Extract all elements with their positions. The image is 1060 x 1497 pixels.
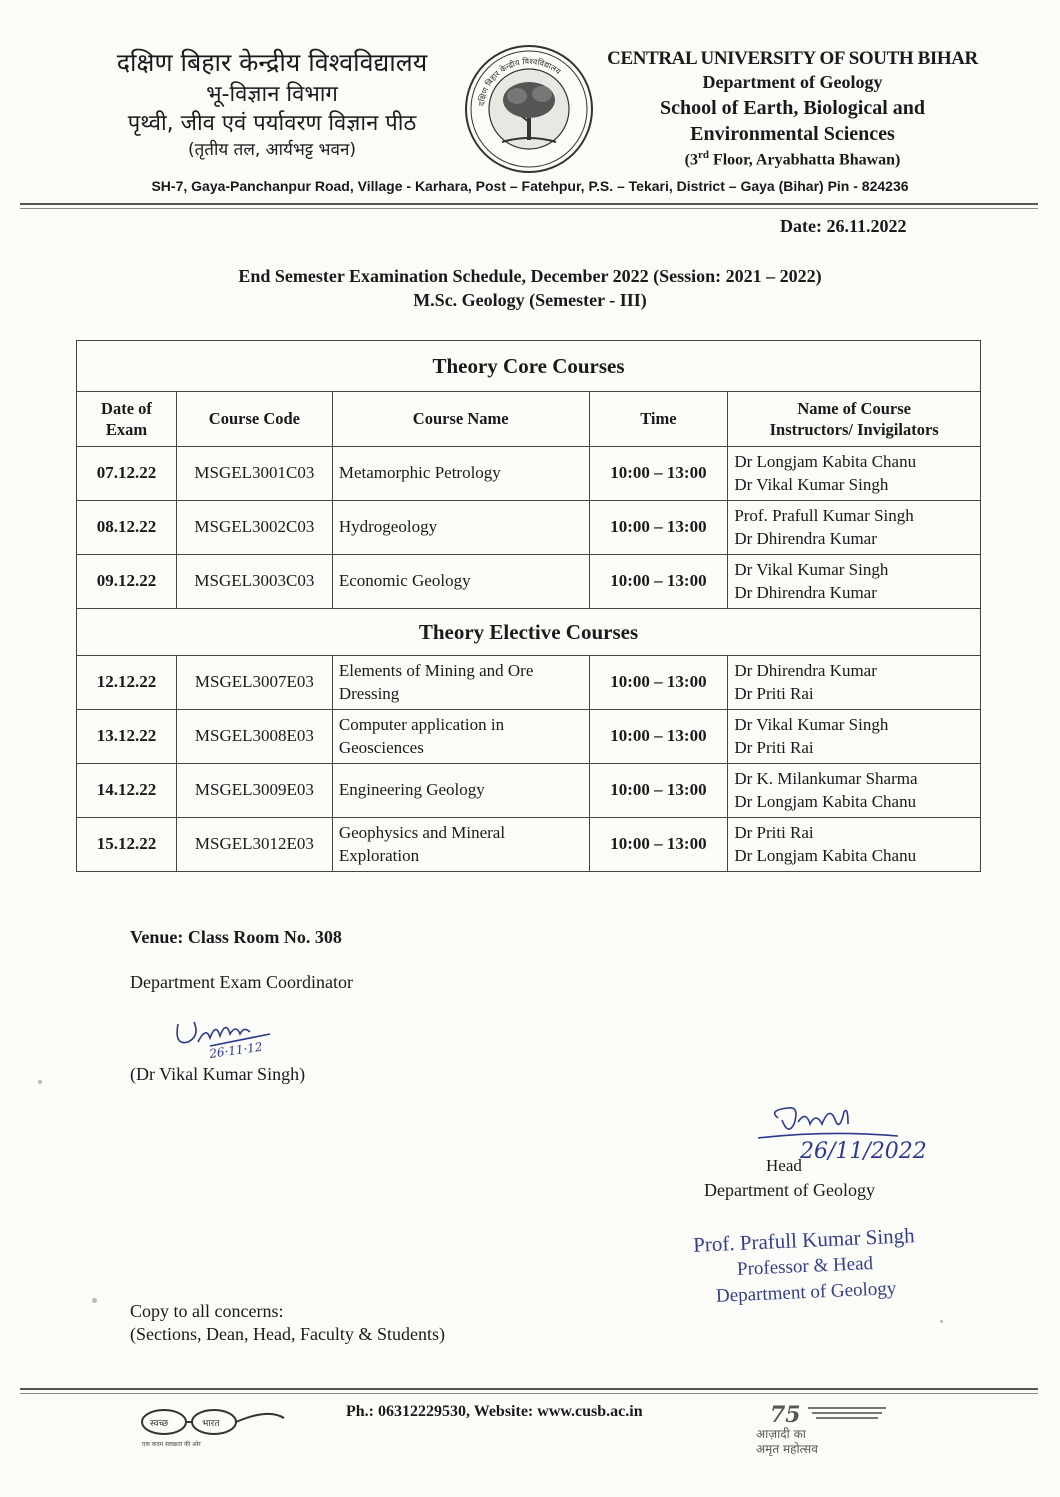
course-name-line1: Hydrogeology	[338, 517, 438, 537]
header-divider	[20, 203, 1038, 205]
schedule-title	[0, 264, 1060, 313]
instructors	[728, 818, 981, 872]
course-name-line1: Geophysics and Mineral	[338, 823, 506, 843]
stamp-name: Prof. Prafull Kumar Singh	[692, 1223, 916, 1257]
instructor-2: Dr Dhirendra Kumar	[734, 582, 877, 602]
instructor-2: Dr Dhirendra Kumar	[734, 528, 877, 548]
hindi-department-name: भू-विज्ञान विभाग	[206, 81, 338, 107]
course-name-line1: Computer application in	[338, 715, 505, 735]
swachh-right-text: भारत	[202, 1419, 220, 1429]
svg-text:26·11·12: 26·11·12	[208, 1039, 264, 1061]
footer-divider	[20, 1388, 1038, 1390]
head-department: Department of Geology	[704, 1180, 875, 1200]
exam-time: 10:00 – 13:00	[589, 764, 728, 818]
department-name: Department of Geology	[702, 72, 883, 93]
school-name-line2: Environmental Sciences	[690, 123, 895, 146]
table-row	[77, 764, 981, 818]
floor-info	[600, 148, 985, 170]
swachh-left-text: स्वच्छ	[150, 1419, 169, 1429]
table-row	[77, 710, 981, 764]
course-name	[332, 501, 589, 555]
exam-time: 10:00 – 13:00	[589, 818, 728, 872]
copy-to-line2: (Sections, Dean, Head, Faculty & Students)	[130, 1324, 445, 1345]
col-date-header	[77, 392, 177, 447]
swachh-bharat-logo	[138, 1402, 288, 1452]
course-name-line2: Exploration	[338, 845, 420, 865]
table-row	[77, 501, 981, 555]
instructor-2: Dr Vikal Kumar Singh	[734, 474, 889, 494]
azadi-number: 75	[770, 1402, 801, 1428]
col-instructors-line2: Instructors/ Invigilators	[769, 420, 939, 439]
stamp-designation: Professor & Head	[736, 1253, 874, 1281]
instructors	[728, 501, 981, 555]
col-code-header: Course Code	[176, 392, 332, 447]
course-name	[332, 818, 589, 872]
svg-text:26/11/2022: 26/11/2022	[800, 1139, 927, 1164]
instructor-1: Dr Vikal Kumar Singh	[734, 715, 889, 735]
exam-date: 08.12.22	[77, 501, 177, 555]
course-code: MSGEL3007E03	[176, 656, 332, 710]
azadi-line1: आज़ादी का	[756, 1427, 806, 1441]
exam-date: 12.12.22	[77, 656, 177, 710]
course-name-line1: Elements of Mining and Ore	[338, 661, 534, 681]
table-header-row	[77, 392, 981, 447]
scan-speck	[38, 1080, 42, 1084]
course-code: MSGEL3001C03	[176, 447, 332, 501]
instructor-2: Dr Longjam Kabita Chanu	[734, 845, 917, 865]
floor-number: (3	[684, 150, 698, 168]
exam-date: 09.12.22	[77, 555, 177, 609]
instructors	[728, 447, 981, 501]
instructor-1: Dr Longjam Kabita Chanu	[734, 452, 917, 472]
col-instructors-header	[728, 392, 981, 447]
coordinator-signature	[170, 1012, 290, 1064]
official-stamp	[678, 1221, 931, 1311]
course-code: MSGEL3002C03	[176, 501, 332, 555]
footer-divider-thin	[20, 1393, 1038, 1394]
exam-time: 10:00 – 13:00	[589, 656, 728, 710]
address-line: SH-7, Gaya-Panchanpur Road, Village - Karhara, Post – Fatehpur, P.S. – Tekari, District – Gaya (Bihar) Pin - 824236	[151, 178, 909, 194]
table-row	[77, 447, 981, 501]
university-name: CENTRAL UNIVERSITY OF SOUTH BIHAR	[607, 48, 978, 69]
seal-text: दक्षिण बिहार केन्द्रीय विश्वविद्यालय	[477, 56, 563, 107]
floor-rest: Floor, Aryabhatta Bhawan)	[708, 150, 901, 168]
course-name-line2: Dressing	[338, 683, 400, 703]
instructor-1: Dr K. Milankumar Sharma	[734, 769, 918, 789]
instructor-1: Dr Dhirendra Kumar	[734, 661, 877, 681]
core-courses-heading: Theory Core Courses	[77, 341, 981, 392]
elective-courses-heading: Theory Elective Courses	[77, 609, 981, 656]
contact-info: Ph.: 06312229530, Website: www.cusb.ac.in	[346, 1403, 643, 1420]
venue-text: Venue: Class Room No. 308	[130, 927, 342, 947]
hindi-header	[92, 46, 452, 162]
course-name	[332, 447, 589, 501]
instructors	[728, 656, 981, 710]
instructors	[728, 764, 981, 818]
course-code: MSGEL3008E03	[176, 710, 332, 764]
instructors	[728, 555, 981, 609]
course-code: MSGEL3003C03	[176, 555, 332, 609]
course-name	[332, 555, 589, 609]
course-code: MSGEL3012E03	[176, 818, 332, 872]
col-instructors-line1: Name of Course	[797, 398, 911, 418]
header-divider-thin	[20, 208, 1038, 209]
coordinator-title: Department Exam Coordinator	[130, 972, 353, 992]
schedule-title-line1: End Semester Examination Schedule, December 2022 (Session: 2021 – 2022)	[238, 266, 822, 286]
table-row	[77, 555, 981, 609]
copy-to-line1: Copy to all concerns:	[130, 1301, 284, 1321]
scan-speck	[940, 1320, 943, 1323]
schedule-title-line2: M.Sc. Geology (Semester - III)	[413, 290, 647, 311]
exam-time: 10:00 – 13:00	[589, 555, 728, 609]
exam-time: 10:00 – 13:00	[589, 710, 728, 764]
english-header	[600, 46, 985, 170]
course-name	[332, 764, 589, 818]
exam-date: 07.12.22	[77, 447, 177, 501]
instructor-1: Dr Vikal Kumar Singh	[734, 560, 889, 580]
table-row	[77, 656, 981, 710]
course-name-line1: Engineering Geology	[338, 780, 485, 800]
instructors	[728, 710, 981, 764]
exam-date: 15.12.22	[77, 818, 177, 872]
azadi-line2: अमृत महोत्सव	[756, 1442, 818, 1456]
hindi-school-name: पृथ्वी, जीव एवं पर्यावरण विज्ञान पीठ	[127, 111, 417, 137]
instructor-2: Dr Priti Rai	[734, 683, 814, 703]
copy-to-block	[130, 1300, 445, 1347]
course-name-line1: Metamorphic Petrology	[338, 463, 501, 483]
coordinator-name: (Dr Vikal Kumar Singh)	[130, 1064, 306, 1084]
course-name	[332, 656, 589, 710]
col-time-header: Time	[589, 392, 728, 447]
col-date-line2: Exam	[105, 420, 148, 439]
col-date-line1: Date of	[101, 398, 152, 418]
course-code: MSGEL3009E03	[176, 764, 332, 818]
scan-speck	[92, 1298, 97, 1303]
course-name-line1: Economic Geology	[338, 571, 471, 591]
exam-time: 10:00 – 13:00	[589, 447, 728, 501]
course-name-line2: Geosciences	[338, 737, 424, 757]
stamp-department: Department of Geology	[715, 1278, 897, 1307]
table-row	[77, 818, 981, 872]
hindi-floor-info: (तृतीय तल, आर्यभट्ट भवन)	[187, 140, 357, 161]
col-name-header: Course Name	[332, 392, 589, 447]
azadi-ka-amrit-mahotsav-logo	[756, 1400, 906, 1456]
instructor-1: Dr Priti Rai	[734, 823, 814, 843]
swachh-tagline: एक कदम स्वच्छता की ओर	[142, 1441, 201, 1448]
exam-date: 14.12.22	[77, 764, 177, 818]
instructor-2: Dr Priti Rai	[734, 737, 814, 757]
exam-date: 13.12.22	[77, 710, 177, 764]
exam-time: 10:00 – 13:00	[589, 501, 728, 555]
exam-schedule-table	[76, 340, 981, 872]
instructor-2: Dr Longjam Kabita Chanu	[734, 791, 917, 811]
floor-suffix: rd	[697, 148, 709, 161]
course-name	[332, 710, 589, 764]
hindi-university-name: दक्षिण बिहार केन्द्रीय विश्वविद्यालय	[116, 48, 428, 77]
instructor-1: Prof. Prafull Kumar Singh	[734, 506, 914, 526]
university-seal-logo	[462, 42, 596, 176]
school-name-line1: School of Earth, Biological and	[659, 96, 926, 119]
document-date: Date: 26.11.2022	[780, 216, 907, 236]
head-label: Head	[766, 1156, 802, 1175]
